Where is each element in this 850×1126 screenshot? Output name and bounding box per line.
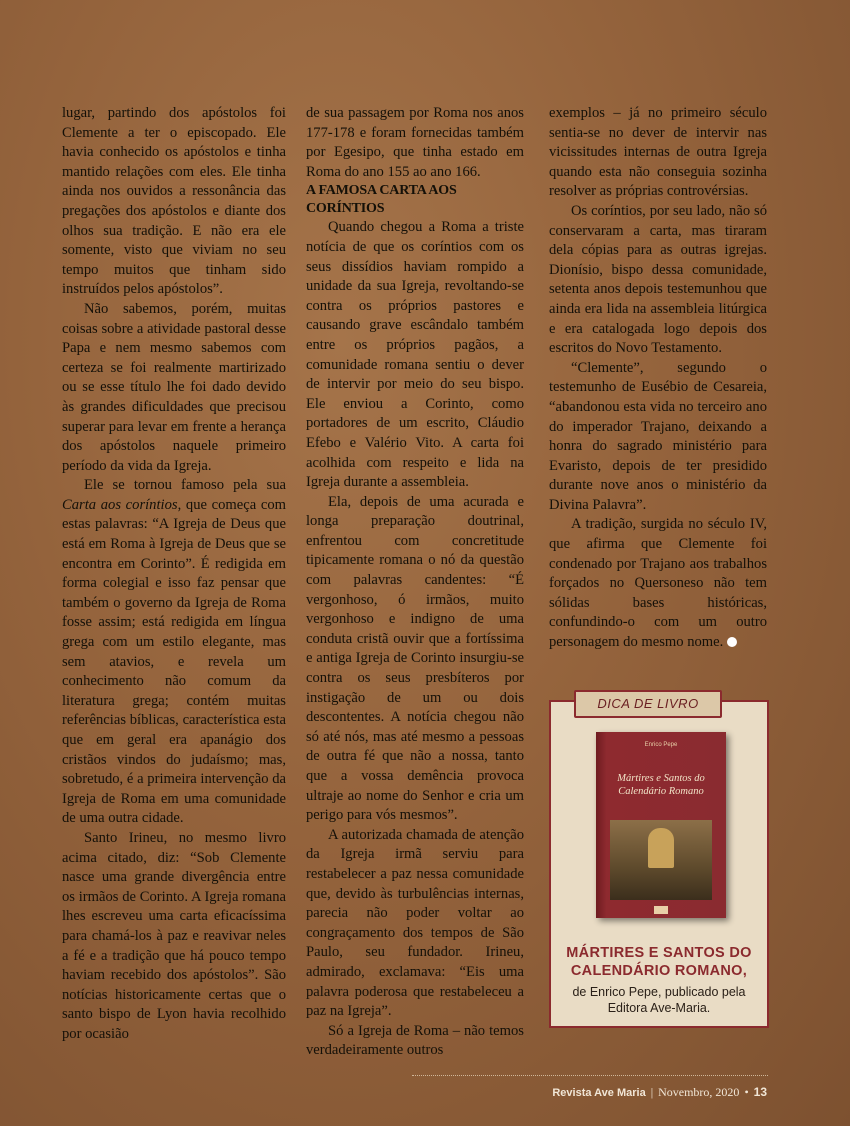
text-run: Ele se tornou famoso pela sua	[84, 477, 286, 494]
book-credit: de Enrico Pepe, publicado pela Editora Ave-Maria.	[572, 985, 746, 1015]
footer-bullet: •	[744, 1085, 749, 1099]
footer-separator: |	[650, 1085, 654, 1099]
paragraph: Santo Irineu, no mesmo livro acima citado, diz: “Sob Clemente nasce uma grande divergência entre os irmãos de Corinto. A Igreja romana lhes escreveu uma carta eficacíssima para chamá-los à paz e reavivar neles a fé e a tradição que há pouco tempo haviam recebido dos apóstolos”. São notícias historicamente certas que o santo bispo de Lyon havia recolhido por ocasião	[62, 829, 286, 1042]
text-run: , que começa com estas palavras: “A Igreja de Deus que está em Roma à Igreja de Deus que se encontra em Corinto”. É redigida em forma colegial e isso faz pensar que também o governo da Igreja de Roma fosse assim; está redigida em língua grega com um estilo elegante, mas sem atavios, e revela um conhecimento não comum da literatura grega; contém muitas referências bíblicas, característica esta que em geral era apanágio dos cristãos vindos do judaísmo; mas, sobretudo, é a primeira intervenção da Igreja de Roma em uma comunidade de uma outra cidade.	[62, 496, 286, 827]
footer-divider	[412, 1075, 768, 1076]
paragraph	[549, 515, 767, 652]
page-number: 13	[753, 1085, 767, 1099]
cover-painting	[610, 820, 712, 900]
paragraph: Ela, depois de uma acurada e longa preparação doutrinal, enfrentou com concretitude tipicamente romana o nó da questão com palavras candentes: “É vergonhoso, ó irmãos, muito vergonhoso e indigno de uma conduta cristã ouvir que a fortíssima e antiga Igreja de Corinto insurgiu-se contra os seus presbíteros por instigação de um ou dois descontentes. A notícia chegou não só até nós, mas até mesmo a pessoas de outra fé que não a nossa, tanto que a vossa demência provoca ultraje ao nome do Senhor e cria um perigo para vós mesmos”.	[306, 493, 524, 824]
page-footer	[552, 1085, 767, 1100]
text-run: A tradição, surgida no século IV, que afirma que Clemente foi condenado por Trajano aos trabalhos forçados no Quersoneso não tem sólidas bases históricas, confundindo-o com um outro personagem do mesmo nome.	[549, 516, 767, 651]
cover-author: Enrico Pepe	[644, 742, 678, 748]
paragraph	[62, 476, 286, 829]
paragraph: de sua passagem por Roma nos anos 177-178 e foram fornecidas também por Egesipo, que tinha estado em Roma do ano 155 ao ano 166.	[306, 105, 524, 180]
article-column-1	[62, 104, 286, 1045]
publisher-logo-icon	[654, 906, 668, 914]
article-column-2	[306, 104, 524, 1061]
paragraph: “Clemente”, segundo o testemunho de Eusébio de Cesareia, “abandonou esta vida no terceiro ano do imperador Trajano, deixando a honra do sagrado ministério para Evaristo, depois de ter presidido durante nove anos o ministério da Divina Palavra”.	[549, 359, 767, 513]
letter-title: Carta aos coríntios	[62, 496, 178, 513]
paragraph: Não sabemos, porém, muitas coisas sobre a atividade pastoral desse Papa e nem mesmo sabemos com certeza se foi realmente martirizado ou se esse título lhe foi dado devido às grandes dificuldades que precisou superar para levar em frente a herança dos apóstolos naquele primeiro período da vida da Igreja.	[62, 300, 286, 474]
book-title: MÁRTIRES E SANTOS DO CALENDÁRIO ROMANO,	[566, 945, 752, 979]
paragraph: Só a Igreja de Roma – não temos verdadeiramente outros	[306, 1022, 524, 1059]
book-cover-image	[596, 732, 726, 918]
cover-title: Mártires e Santos do Calendário Romano	[617, 773, 705, 797]
paragraph: Quando chegou a Roma a triste notícia de que os coríntios com os seus dissídios haviam rompido a unidade da sua Igreja, revoltando-se contra os próprios pastores e causando grave escândalo também entre os próprios pagãos, a comunidade romana sentiu o dever de intervir por meio do seu bispo. Ele enviou a Corinto, como portadores de um escrito, Cláudio Efebo e Valério Vito. A carta foi acolhida com respeito e lida na Igreja durante a assembleia.	[306, 219, 524, 491]
end-mark-icon	[727, 637, 737, 647]
section-heading: A FAMOSA CARTA AOS CORÍNTIOS	[306, 183, 457, 217]
magazine-name: Revista Ave Maria	[552, 1087, 646, 1099]
issue-date: Novembro, 2020	[658, 1085, 740, 1099]
paragraph: exemplos – já no primeiro século sentia-se no dever de intervir nas vicissitudes internas de outra Igreja quando esta não conseguia sozinha resolver as próprias controvérsias.	[549, 105, 767, 200]
article-column-3	[549, 104, 767, 653]
paragraph: A autorizada chamada de atenção da Igreja irmã serviu para restabelecer a paz nessa comunidade que, devido às turbulências internas, parecia não poder voltar ao congraçamento dos tempos de São Paulo, seu fundador. Irineu, admirado, exclamava: “Eis uma palavra poderosa que restabeleceu a paz na Igreja”.	[306, 826, 524, 1020]
paragraph: lugar, partindo dos apóstolos foi Clemente a ter o episcopado. Ele havia conhecido os apóstolos e tinha mantido relações com eles. Ele tinha ainda nos ouvidos a ressonância das pregações dos apóstolos e diante dos olhos sua tradição. E não era ele somente, visto que viviam no seu tempo muitos que tinham sido instruídos pelos apóstolos”.	[62, 105, 286, 298]
paragraph: Os coríntios, por seu lado, não só conservaram a carta, mas tiraram dela cópias para as outras igrejas. Dionísio, bispo dessa comunidade, setenta anos depois testemunhou que ainda era lida na assembleia litúrgica e era catalogada logo depois dos escritos do Novo Testamento.	[549, 202, 767, 357]
book-tip-label: DICA DE LIVRO	[574, 690, 722, 718]
